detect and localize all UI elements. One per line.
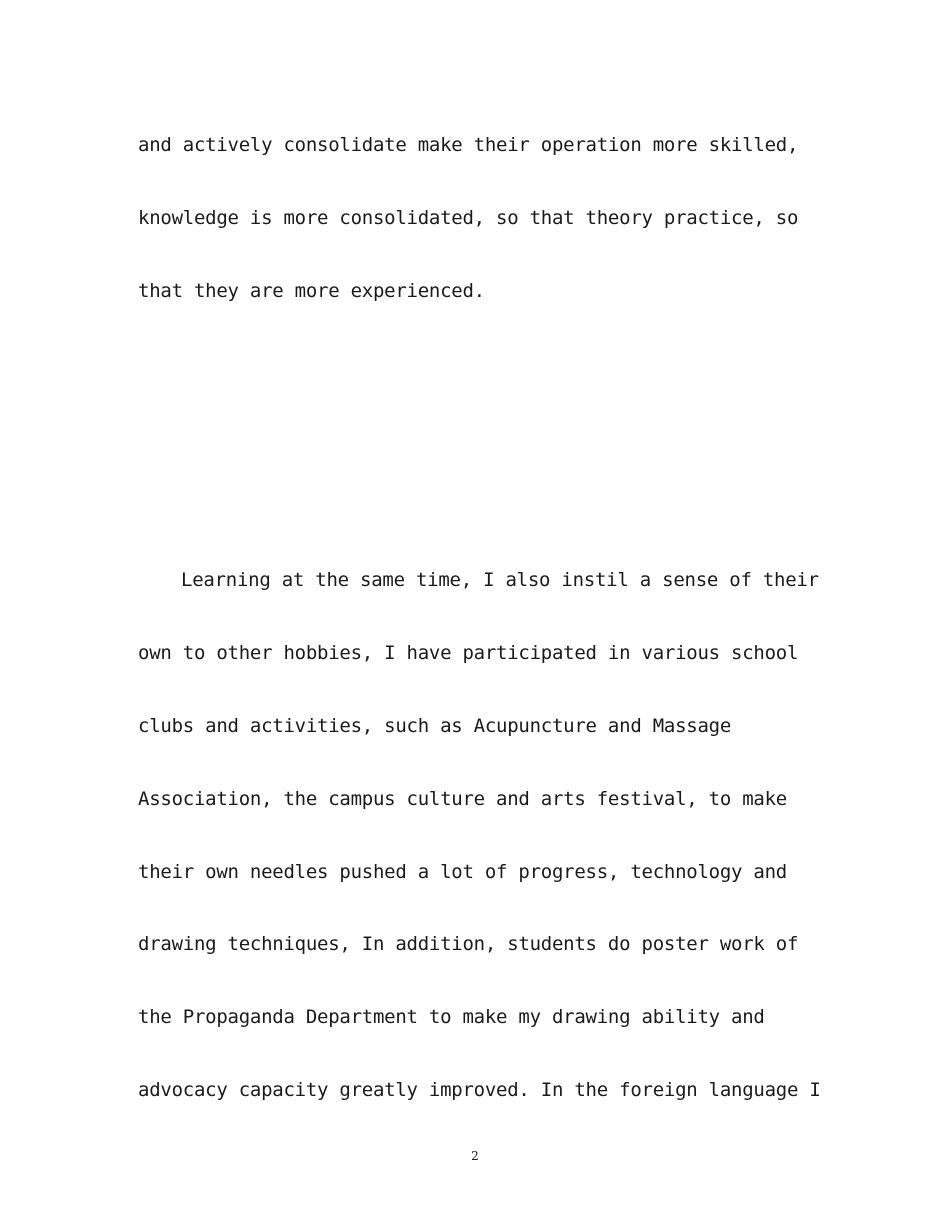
paragraph-line: Association, the campus culture and arts festival, to make (138, 788, 787, 810)
paragraph-line: advocacy capacity greatly improved. In the foreign language I (138, 1079, 821, 1101)
paragraph-line: knowledge is more consolidated, so that theory practice, so (138, 207, 799, 229)
page-number: 2 (471, 1149, 479, 1163)
paragraph-line: the Propaganda Department to make my drawing ability and (138, 1006, 765, 1028)
paragraph-line: drawing techniques, In addition, students do poster work of (138, 933, 799, 955)
paragraph-line: and actively consolidate make their operation more skilled, (138, 134, 799, 156)
paragraph-line: own to other hobbies, I have participated in various school (138, 642, 799, 664)
paragraph-line: their own needles pushed a lot of progress, technology and (138, 861, 787, 883)
paragraph-line: clubs and activities, such as Acupuncture and Massage (138, 715, 732, 737)
paragraph-line: that they are more experienced. (138, 280, 485, 302)
paragraph-first-line: Learning at the same time, I also instil a sense of their (181, 569, 819, 591)
